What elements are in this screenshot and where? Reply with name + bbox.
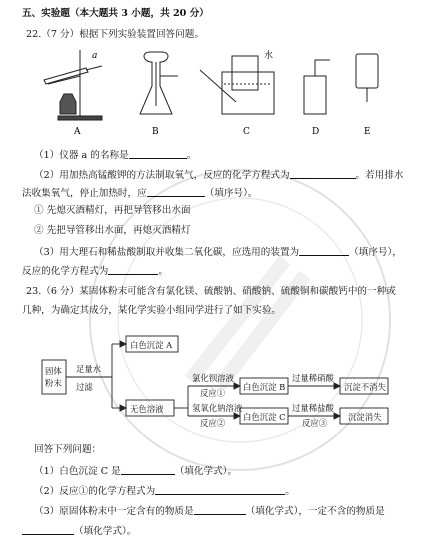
label-B: B [152, 127, 159, 137]
q22-part1: （1）仪器 a 的名称是 。 [34, 150, 197, 161]
answer-blank[interactable] [299, 245, 349, 256]
flow-precip-a: 白色沉淀 A [130, 340, 173, 350]
answer-blank[interactable] [121, 464, 175, 475]
label-C: C [243, 127, 250, 137]
bottle-e [356, 54, 378, 88]
answer-blank[interactable] [290, 168, 356, 179]
q22-part2-cont: 法收集氧气，停止加热时，应 （填序号）。 [22, 188, 258, 199]
answer-blank[interactable] [22, 524, 74, 535]
flow-hcl: 过量稀盐酸 [292, 403, 334, 413]
label-A: A [74, 127, 81, 137]
test-tube [44, 68, 88, 84]
flow-colorless: 无色溶液 [130, 404, 164, 414]
q22-option1: ① 先熄灭酒精灯，再把导管移出水面 [34, 205, 191, 216]
flow-reaction1: 反应① [200, 388, 226, 398]
answer-blank[interactable] [108, 264, 158, 275]
q22-head: 22.（7 分）根据下列实验装置回答问题。 [26, 29, 204, 40]
flow-precip-c: 白色沉淀 C [243, 412, 286, 422]
flow-bacl2: 氯化钡溶液 [192, 373, 234, 383]
flow-start-2: 粉末 [45, 378, 62, 388]
q22-part3-cont: 反应的化学方程式为 。 [22, 266, 168, 277]
answer-blank[interactable] [155, 484, 285, 495]
flow-precip-b: 白色沉淀 B [243, 382, 286, 392]
flowchart [40, 330, 415, 428]
q23-part2: （2）反应①的化学方程式为 。 [34, 486, 295, 497]
apparatus-figure [40, 46, 410, 138]
q23-part3-cont: （填化学式）。 [22, 524, 136, 538]
q23-part3: （3）原固体粉末中一定含有的物质是 （填化学式），一定不含的物质是 [34, 506, 385, 517]
q22-part2: （2）用加热高锰酸钾的方法制取氧气，反应的化学方程式为 。若用排水 [34, 170, 404, 181]
flow-reaction3: 反应③ [302, 418, 328, 428]
stand-base [58, 116, 102, 120]
trough [222, 72, 274, 114]
tube-d [315, 60, 330, 76]
flow-water: 足量水 [76, 364, 102, 374]
q23-part1: （1）白色沉淀 C 是 （填化学式）。 [34, 466, 238, 477]
flow-naoh: 氢氧化钠溶液 [192, 403, 243, 413]
flow-reaction2: 反应② [200, 418, 226, 428]
q23-head-line2: 几种，为确定其成分，某化学实验小组同学进行了如下实验。 [22, 305, 282, 316]
answer-blank[interactable] [194, 504, 246, 515]
watermark-seal [70, 150, 410, 490]
alcohol-lamp [60, 94, 76, 114]
label-E: E [364, 127, 371, 137]
q23-answer-head: 回答下列问题： [34, 444, 102, 455]
bottle-d [304, 76, 326, 114]
label-a: a [92, 51, 98, 61]
flow-filter: 过滤 [76, 382, 93, 392]
delivery-tube-a [86, 66, 102, 70]
answer-blank[interactable] [129, 148, 187, 159]
q22-part3: （3）用大理石和稀盐酸制取并收集二氧化碳，应选用的装置为 （填序号）， [34, 247, 402, 258]
label-water: 水 [264, 51, 274, 61]
flow-result-c: 沉淀消失 [348, 412, 382, 422]
collecting-bottle [232, 56, 258, 90]
answer-blank[interactable] [147, 186, 205, 197]
flow-hno3: 过量稀硝酸 [292, 373, 334, 383]
section-title: 五、实验题（本大题共 3 小题，共 20 分） [22, 8, 209, 19]
label-D: D [312, 127, 320, 137]
flow-result-b: 沉淀不消失 [344, 382, 386, 392]
flow-start-1: 固体 [45, 366, 62, 376]
tube-c [200, 70, 236, 102]
q22-option2: ② 先把导管移出水面，再熄灭酒精灯 [34, 225, 191, 236]
q23-head-line1: 23.（6 分）某固体粉末可能含有氯化镁、硫酸钠、硝酸钠、硫酸铜和碳酸钙中的一种或 [26, 286, 396, 297]
